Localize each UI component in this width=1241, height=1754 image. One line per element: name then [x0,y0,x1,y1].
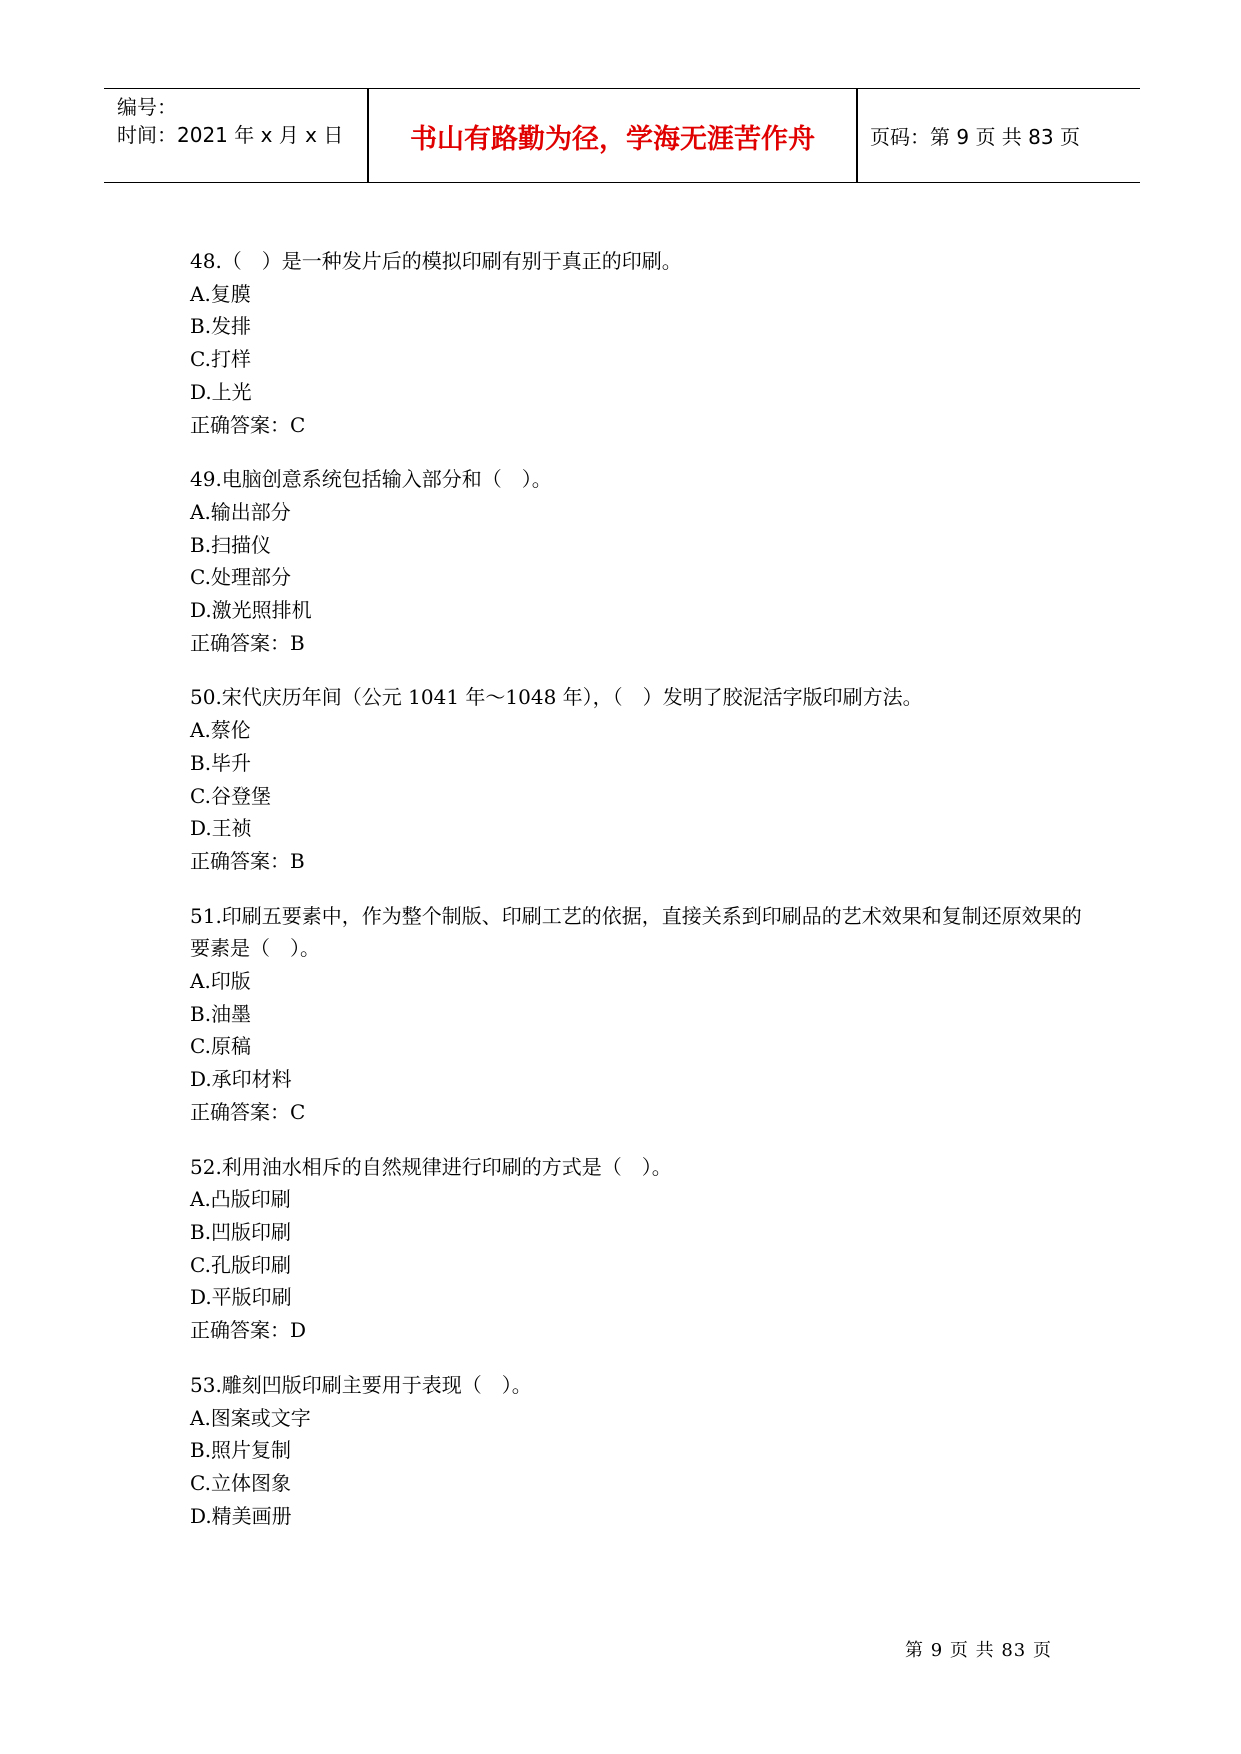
option-b: B.油墨 [190,1001,252,1026]
serial-label: 编号： [117,95,177,119]
option-a: A.印版 [190,969,251,994]
question-text: 52.利用油水相斥的自然规律进行印刷的方式是（ ）。 [190,1154,672,1179]
header-divider [856,89,858,182]
correct-answer: 正确答案：C [190,1099,306,1124]
option-a: A.蔡伦 [190,718,251,743]
option-d: D.上光 [190,379,252,404]
header-page-info: 页码：第 9 页 共 83 页 [870,125,1080,149]
header-motto: 书山有路勤为径，学海无涯苦作舟 [410,124,815,155]
option-c: C.原稿 [190,1034,251,1059]
question-text: 49.电脑创意系统包括输入部分和（ ）。 [190,467,552,492]
option-c: C.打样 [190,347,251,372]
option-d: D.精美画册 [190,1503,292,1528]
option-a: A.输出部分 [190,499,291,524]
question-49 [190,463,1090,659]
question-list [190,245,1090,1554]
question-text: 53.雕刻凹版印刷主要用于表现（ ）。 [190,1372,532,1397]
option-b: B.扫描仪 [190,532,272,557]
page-footer: 第 9 页 共 83 页 [905,1640,1052,1661]
option-c: C.孔版印刷 [190,1252,291,1277]
question-51 [190,900,1090,1129]
option-d: D.平版印刷 [190,1285,292,1310]
correct-answer: 正确答案：D [190,1318,307,1343]
correct-answer: 正确答案：B [190,630,305,655]
option-a: A.复膜 [190,281,251,306]
time-line: 时间：2021 年 x 月 x 日 [117,123,344,147]
question-text: 51.印刷五要素中，作为整个制版、印刷工艺的依据，直接关系到印刷品的艺术效果和复制还原效果的要素是（ ）。 [190,903,1082,961]
option-c: C.谷登堡 [190,783,271,808]
question-52 [190,1151,1090,1347]
option-b: B.凹版印刷 [190,1219,292,1244]
option-b: B.照片复制 [190,1438,292,1463]
option-c: C.立体图象 [190,1470,291,1495]
option-c: C.处理部分 [190,565,291,590]
page-header [104,88,1140,183]
question-50 [190,681,1090,877]
question-text: 48.（ ）是一种发片后的模拟印刷有别于真正的印刷。 [190,249,682,273]
question-text: 50.宋代庆历年间（公元 1041 年～1048 年），（ ）发明了胶泥活字版印刷方法。 [190,685,923,710]
correct-answer: 正确答案：B [190,848,305,873]
option-a: A.图案或文字 [190,1405,311,1430]
question-53 [190,1369,1090,1533]
option-b: B.毕升 [190,750,252,775]
option-a: A.凸版印刷 [190,1187,291,1212]
option-d: D.激光照排机 [190,598,312,623]
correct-answer: 正确答案：C [190,412,306,437]
header-left [117,93,343,149]
option-d: D.王祯 [190,816,252,841]
option-b: B.发排 [190,314,252,339]
question-48 [190,245,1090,441]
option-d: D.承印材料 [190,1067,292,1092]
